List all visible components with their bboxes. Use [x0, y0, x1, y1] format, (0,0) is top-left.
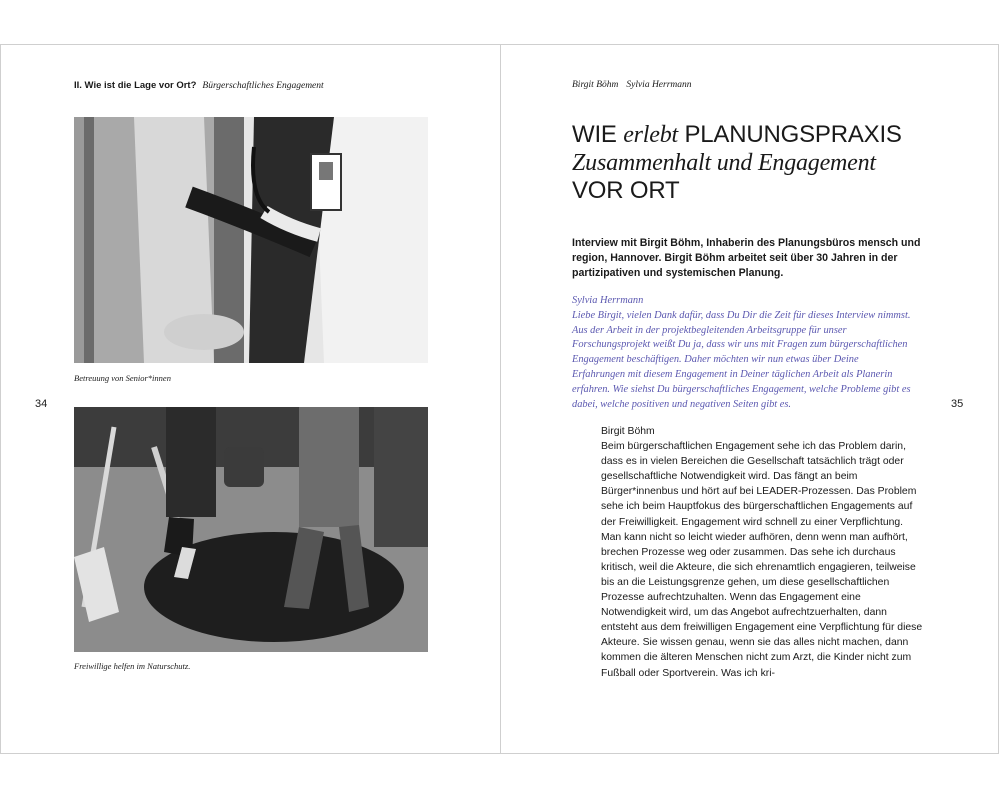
page-number-right: 35 [951, 398, 964, 410]
answer-speaker: Birgit Böhm [601, 426, 655, 437]
right-running-head [572, 80, 692, 90]
running-head-author-1: Birgit Böhm [572, 80, 619, 90]
running-head-section: II. Wie ist die Lage vor Ort? [74, 80, 197, 91]
title-part-1: WIE [572, 121, 624, 148]
photo-volunteers-planting [74, 407, 428, 652]
interview-question [572, 294, 912, 412]
left-running-head [74, 80, 324, 91]
title-part-1-end: PLANUNGSPRAXIS [677, 121, 902, 148]
title-line-1 [572, 121, 952, 149]
article-title [572, 121, 952, 205]
question-speaker: Sylvia Herrmann [572, 295, 644, 306]
running-head-author-2: Sylvia Herrmann [626, 80, 692, 90]
photo-caption-2: Freiwillige helfen im Naturschutz. [74, 661, 191, 671]
page-number-left: 34 [35, 398, 48, 410]
title-part-1-italic: erlebt [623, 122, 678, 148]
question-text: Liebe Birgit, vielen Dank dafür, dass Du Dir die Zeit für dieses Interview nimmst. Aus der Arbeit in der projektbegleitenden Arbeitsgruppe für unser Forschungsprojekt weißt Du ja, dass wir uns mit Fragen zum bürgerschaftlichen Engagement beschäftigen. Daher möchten wir nun etwas über Deine Erfahrungen mit diesem Engagement in Deiner täglichen Arbeit als Planerin erfahren. Wie siehst Du bürgerschaftliches Engagement, welche Probleme gibt es dabei, welche positiven und negativen Seiten gibt es. [572, 309, 911, 410]
gutter-divider [500, 44, 501, 754]
photo-caption-1: Betreuung von Senior*innen [74, 373, 171, 383]
lead-paragraph: Interview mit Birgit Böhm, Inhaberin des Planungsbüros mensch und region, Hannover. Birgit Böhm arbeitet seit über 30 Jahren in der partizipativen und systemischen Planung. [572, 237, 921, 279]
answer-text: Beim bürgerschaftlichen Engagement sehe ich das Problem darin, dass es in vielen Bereichen die Gesellschaft tatsächlich trägt oder gesellschaftliche Notwendigkeit wird. Das fängt an beim Bürger*innenbus und hört auf bei LEADER-Prozessen. Das Problem sehe ich beim Hauptfokus des bürgerschaftlichen Engagements auf der Freiwilligkeit. Engagement wird schnell zu einer Verpflichtung. Man kann nicht so leicht wieder aufhören, denn wenn man aufhört, brechen Prozesse weg oder zusammen. Das sehe ich durchaus kritisch, weil die Akteure, die sich ehrenamtlich engagieren, teilweise bis an die Leistungsgrenze gehen, um diese gesellschaftlichen Prozesse aufrechtzuhalten. Wenn das Engagement eine Notwendigkeit wird, um das Angebot aufrechtzuerhalten, dann entsteht aus dem freiwilligen Engagement eine Verpflichtung für diese Akteure. Sie wissen genau, wenn sie das alles nicht machen, dann kommen die älteren Menschen nicht zum Arzt, die Kinder nicht zum Fußball oder Sportverein. Was ich kri- [601, 441, 923, 679]
running-head-subsection: Bürgerschaftliches Engagement [202, 81, 324, 91]
title-line-3: VOR ORT [572, 177, 680, 204]
interview-answer [601, 424, 925, 681]
title-line-2: Zusammenhalt und Engagement [572, 150, 876, 176]
photo-senior-care [74, 117, 428, 363]
